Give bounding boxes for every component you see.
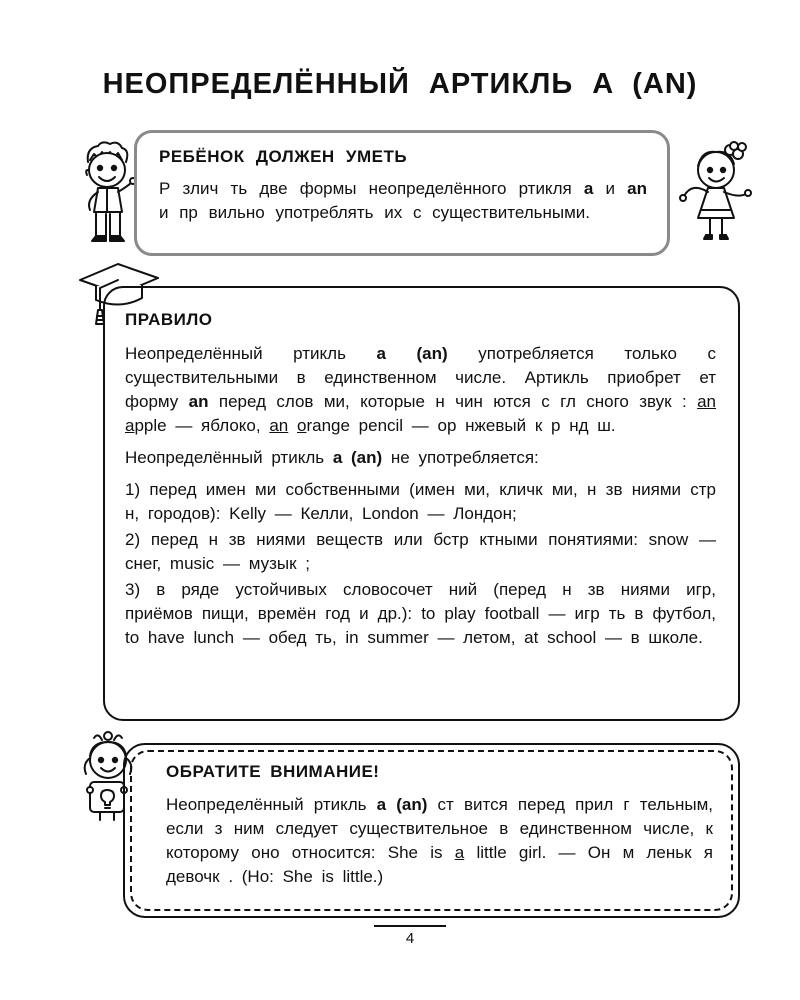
skills-text-part: Р злич ть две формы неопределённого ртикля — [159, 179, 584, 198]
rule-text — [288, 416, 297, 435]
girl-icon — [672, 140, 758, 246]
note-underlined-article: a — [454, 843, 465, 862]
skills-box — [134, 130, 670, 256]
rule-text: pple — яблоко, — [134, 416, 270, 435]
skills-heading: РЕБЁНОК ДОЛЖЕН УМЕТЬ — [159, 147, 408, 166]
rule-example-vowel: o — [297, 416, 307, 435]
note-text-part: Неопределённый ртикль — [166, 795, 377, 814]
note-inner-frame — [130, 750, 733, 911]
rule-text: употребляется только с существительными в единственном числе. Артикль приобрет ет форму — [125, 344, 716, 411]
rule-example-vowel: a — [125, 416, 135, 435]
boy-icon — [78, 140, 140, 246]
rule-text: не употребляется: — [382, 448, 539, 467]
note-text-part: ст вится перед прил г тельным, если з ним следует существительное в единственном числе, к которому оно относится: She is — [166, 795, 713, 862]
rule-box — [103, 286, 740, 721]
rule-text: Неопределённый ртикль — [125, 344, 377, 363]
skills-form-a: a — [583, 179, 594, 198]
rule-article-an: an — [188, 392, 209, 411]
note-text-part: little girl. — Он м леньк я девочк . (Но: She is little.) — [166, 843, 714, 886]
rule-heading: ПРАВИЛО — [125, 310, 213, 329]
skills-text — [159, 177, 647, 225]
rule-paragraph-2 — [125, 446, 716, 470]
rule-text: range pencil — ор нжевый к р нд ш. — [306, 416, 616, 435]
rule-example-article: an — [269, 416, 289, 435]
rule-example-article: an — [697, 392, 717, 411]
rule-list-item: 1) перед имен ми собственными (имен ми, кличк ми, н зв ниями стр н, городов): Kelly — Келли, London — Лондон; — [125, 480, 716, 523]
skills-text-and: и — [593, 179, 628, 198]
page-number-rule — [374, 925, 446, 927]
page-number: 4 — [405, 930, 415, 947]
rule-list-item: 2) перед н зв ниями веществ или бстр ктными понятиями: snow — снег, music — музык ; — [125, 530, 716, 573]
rule-list-item: 3) в ряде устойчивых словосочет ний (перед н зв ниями игр, приёмов пищи, времён год и др.): to play football — игр ть в футбол, to have lunch — обед ть, in summer — летом, at school — в школе. — [125, 580, 716, 647]
rule-article: a (an) — [332, 448, 383, 467]
page-title: НЕОПРЕДЕЛЁННЫЙ АРТИКЛЬ A (AN) — [102, 68, 698, 100]
skills-text-part: и пр вильно употреблять их с существительными. — [159, 203, 591, 222]
skills-form-an: an — [627, 179, 647, 198]
rule-article: a (an) — [376, 344, 448, 363]
note-article: a (an) — [376, 795, 428, 814]
rule-paragraph-1 — [125, 342, 716, 438]
note-heading: ОБРАТИТЕ ВНИМАНИЕ! — [166, 762, 380, 781]
note-text — [166, 793, 713, 889]
note-box — [123, 743, 740, 918]
rule-text: Неопределённый ртикль — [125, 448, 333, 467]
rule-text: перед слов ми, которые н чин ются с гл сного звук : — [208, 392, 698, 411]
